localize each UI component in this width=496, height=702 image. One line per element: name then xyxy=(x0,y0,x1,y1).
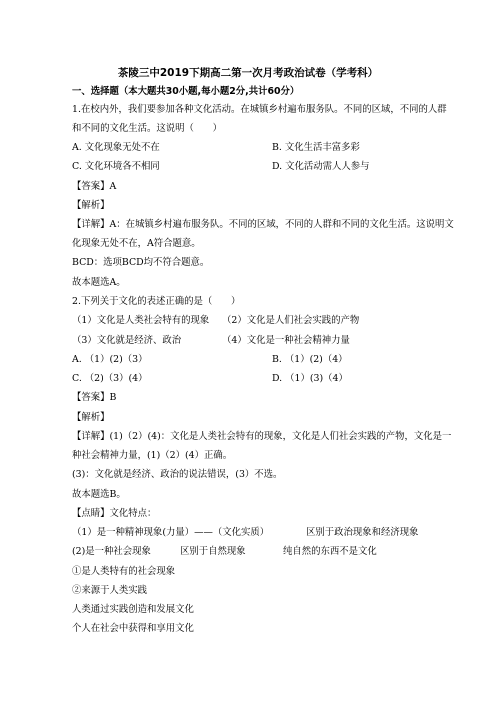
q1-option-b: B. 文化生活丰富多彩 xyxy=(272,142,360,153)
q2-option-a: A. （1）(2)（3） xyxy=(72,354,148,365)
q1-detail-line1: 【详解】A：在城镇乡村遍布服务队。不同的区域，不同的人群和不同的文化生活。这说明文 xyxy=(72,219,454,230)
q1-stem-line2: 和不同的文化生活。这说明（ ） xyxy=(72,123,223,134)
q2-analysis-label: 【解析】 xyxy=(72,412,110,423)
q2-detail-line2: 种社会精神力量，(1)（2）(4）正确。 xyxy=(72,450,233,461)
q2-tip1-right: 区别于政治现象和经济现象 xyxy=(306,527,419,538)
q1-answer: 【答案】A xyxy=(72,181,117,192)
q2-option-c: C. （2)（3）(4） xyxy=(72,373,148,384)
q2-tip3: ①是人类特有的社会现象 xyxy=(72,566,176,577)
q2-detail-line1: 【详解】(1)（2）(4)：文化是人类社会特有的现象，文化是人们社会实践的产物，文化是一 xyxy=(72,431,452,442)
section-heading: 一、选择题（本大题共30小题,每小题2分,共计60分） xyxy=(72,86,300,97)
q1-analysis-label: 【解析】 xyxy=(72,200,110,211)
q1-option-d: D. 文化活动需人人参与 xyxy=(272,161,370,172)
q2-answer: 【答案】B xyxy=(72,392,117,403)
q2-statement-3: （3）文化就是经济、政治 xyxy=(72,335,182,346)
q2-stem: 2.下列关于文化的表述正确的是（ ） xyxy=(72,296,241,307)
exam-title: 茶陵三中2019下期高二第一次月考政治试卷（学考科） xyxy=(117,67,379,79)
q2-option-b: B. （1）(2)（4） xyxy=(272,354,348,365)
q2-tip2-mid: 区别于自然现象 xyxy=(180,546,246,557)
q2-tip2-right: 纯自然的东西不是文化 xyxy=(283,546,377,557)
q1-option-c: C. 文化环境各不相同 xyxy=(72,161,160,172)
q2-tip5: 人类通过实践创造和发展文化 xyxy=(72,604,194,615)
q2-statement-4: （4）文化是一种社会精神力量 xyxy=(222,335,350,346)
q2-tip1-left: （1）是一种精神现象(力量）——（文化实质） xyxy=(72,527,270,538)
q2-tip4: ②来源于人类实践 xyxy=(72,585,148,596)
q2-statement-2: （2）文化是人们社会实践的产物 xyxy=(222,315,360,326)
q2-conclusion: 故本题选B。 xyxy=(72,489,126,500)
q1-conclusion: 故本题选A。 xyxy=(72,277,126,288)
q2-tip-heading: 【点睛】文化特点： xyxy=(72,508,157,519)
q2-tip2-left: (2)是一种社会现象 xyxy=(72,546,151,557)
q2-statement-1: （1）文化是人类社会特有的现象 xyxy=(72,315,210,326)
q2-option-d: D. （1）(3)（4） xyxy=(272,373,348,384)
q1-stem-line1: 1.在校内外，我们要参加各种文化活动。在城镇乡村遍布服务队。不同的区域，不同的人群 xyxy=(72,104,447,115)
q2-tip6: 个人在社会中获得和享用文化 xyxy=(72,623,194,634)
q1-detail-line2: 化现象无处不在，A符合题意。 xyxy=(72,238,201,249)
q2-detail-line3: (3)：文化就是经济、政治的说法错误，(3）不选。 xyxy=(72,469,283,480)
q1-bcd-note: BCD：选项BCD均不符合题意。 xyxy=(72,257,210,268)
q1-option-a: A. 文化现象无处不在 xyxy=(72,142,160,153)
